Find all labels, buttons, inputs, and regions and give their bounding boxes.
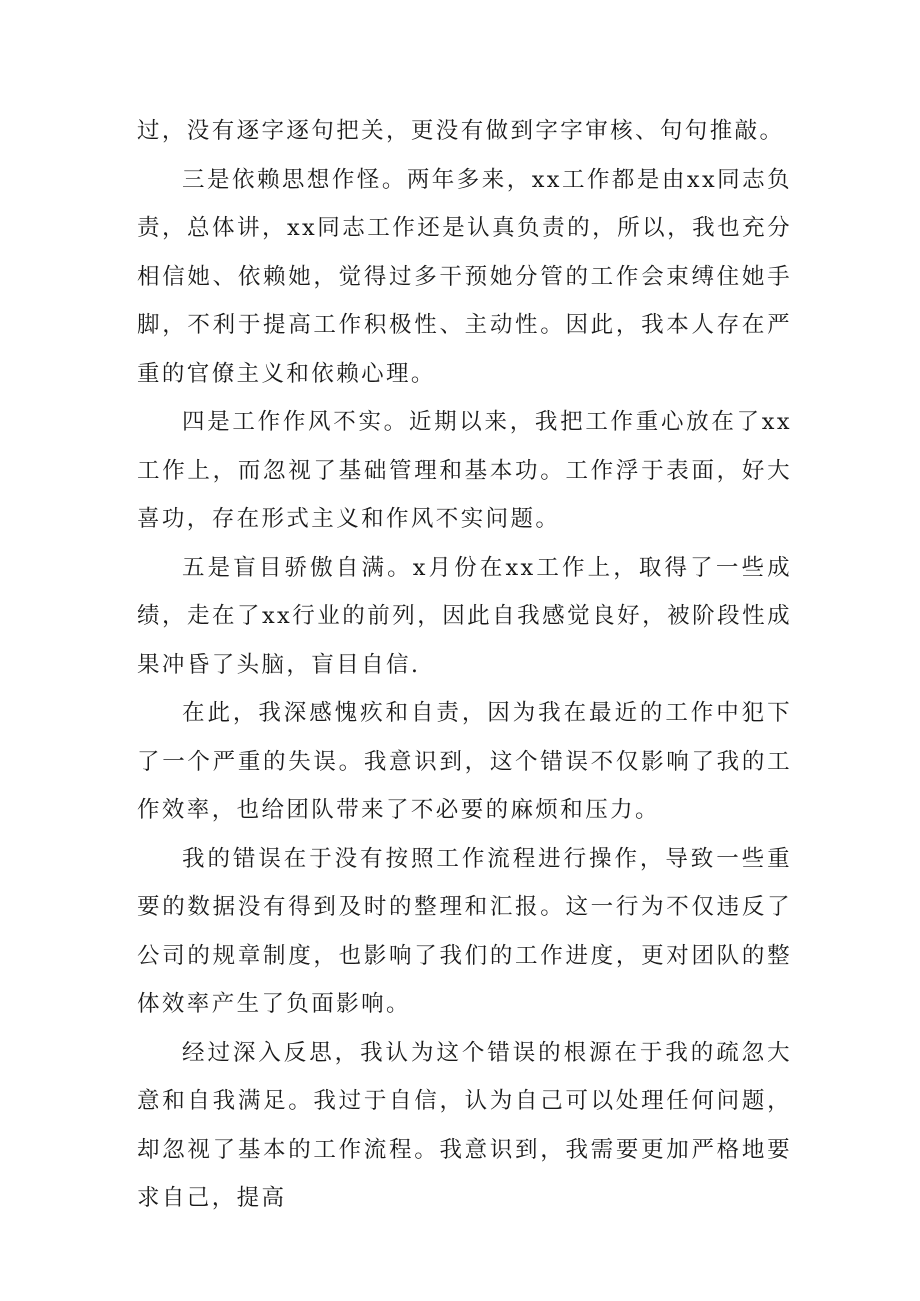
paragraph-complacency: 五是盲目骄傲自满。x月份在xx工作上，取得了一些成绩，走在了xx行业的前列，因此自我感觉良好，被阶段性成果冲昏了头脑，盲目自信. — [137, 554, 792, 678]
paragraph-reflection: 经过深入反思，我认为这个错误的根源在于我的疏忽大意和自我满足。我过于自信，认为自己可以处理任何问题，却忽视了基本的工作流程。我意识到，我需要更加严格地要求自己，提高 — [137, 1039, 792, 1211]
paragraph-dependence: 三是依赖思想作怪。两年多来，xx工作都是由xx同志负责，总体讲，xx同志工作还是认真负责的，所以，我也充分相信她、依赖她，觉得过多干预她分管的工作会束缚住她手脚，不利于提高工作积极性、主动性。因此，我本人存在严重的官僚主义和依赖心理。 — [137, 166, 792, 387]
paragraph-work-style: 四是工作作风不实。近期以来，我把工作重心放在了xx工作上，而忽视了基础管理和基本功。工作浮于表面，好大喜功，存在形式主义和作风不实问题。 — [137, 409, 792, 532]
paragraph-apology: 在此，我深感愧疚和自责，因为我在最近的工作中犯下了一个严重的失误。我意识到，这个错误不仅影响了我的工作效率，也给团队带来了不必要的麻烦和压力。 — [137, 700, 792, 823]
paragraph-mistake: 我的错误在于没有按照工作流程进行操作，导致一些重要的数据没有得到及时的整理和汇报。这一行为不仅违反了公司的规章制度，也影响了我们的工作进度，更对团队的整体效率产生了负面影响。 — [137, 845, 792, 1017]
paragraph-continuation: 过，没有逐字逐句把关，更没有做到字字审核、句句推敲。 — [137, 118, 785, 144]
document-body — [137, 107, 792, 1223]
